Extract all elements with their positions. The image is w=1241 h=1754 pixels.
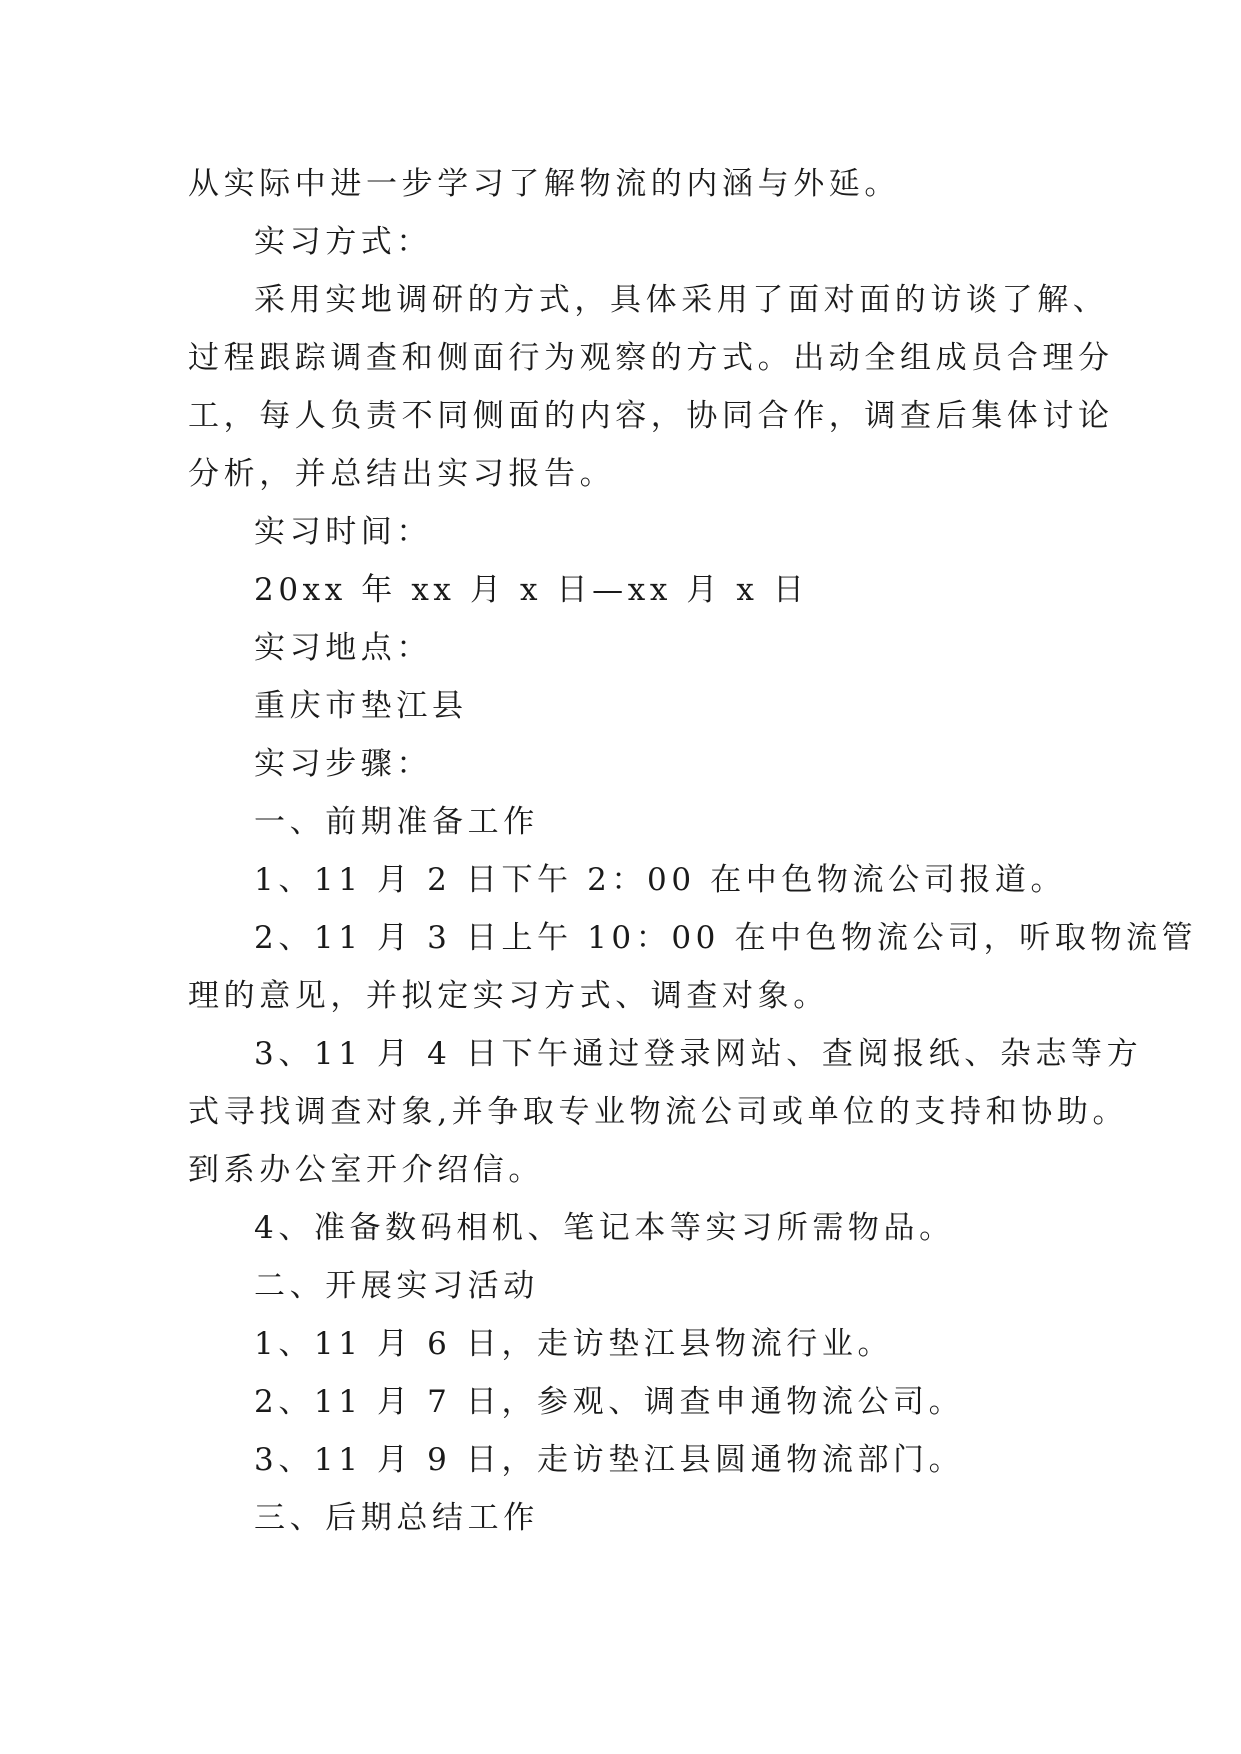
list-item: 2、11 月 7 日，参观、调查申通物流公司。	[254, 1384, 965, 1420]
list-item: 3、11 月 4 日下午通过登录网站、查阅报纸、杂志等方	[254, 1036, 1143, 1072]
internship-location: 重庆市垫江县	[254, 688, 468, 724]
step-heading-2: 二、开展实习活动	[254, 1268, 539, 1304]
paragraph-line: 式寻找调查对象,并争取专业物流公司或单位的支持和协助。	[188, 1094, 1129, 1130]
internship-dates: 20xx 年 xx 月 x 日—xx 月 x 日	[254, 572, 809, 608]
list-item: 3、11 月 9 日，走访垫江县圆通物流部门。	[254, 1442, 965, 1478]
step-heading-3: 三、后期总结工作	[254, 1500, 539, 1536]
paragraph-line: 过程跟踪调查和侧面行为观察的方式。出动全组成员合理分	[188, 340, 1114, 376]
section-label-steps: 实习步骤：	[254, 746, 432, 782]
paragraph-line: 从实际中进一步学习了解物流的内涵与外延。	[188, 166, 900, 202]
section-label-time: 实习时间：	[254, 514, 432, 550]
paragraph-line: 理的意见，并拟定实习方式、调查对象。	[188, 978, 829, 1014]
section-label-location: 实习地点：	[254, 630, 432, 666]
list-item: 1、11 月 6 日，走访垫江县物流行业。	[254, 1326, 894, 1362]
paragraph-line: 工，每人负责不同侧面的内容，协同合作，调查后集体讨论	[188, 398, 1114, 434]
section-label-method: 实习方式：	[254, 224, 432, 260]
list-item: 1、11 月 2 日下午 2：00 在中色物流公司报道。	[254, 862, 1067, 898]
paragraph-line: 到系办公室开介绍信。	[188, 1152, 544, 1188]
list-item: 2、11 月 3 日上午 10：00 在中色物流公司，听取物流管	[254, 920, 1198, 956]
document-body	[188, 155, 1198, 1547]
list-item: 4、准备数码相机、笔记本等实习所需物品。	[254, 1210, 955, 1246]
paragraph-line: 分析，并总结出实习报告。	[188, 456, 616, 492]
step-heading-1: 一、前期准备工作	[254, 804, 539, 840]
paragraph-line: 采用实地调研的方式，具体采用了面对面的访谈了解、	[254, 282, 1109, 318]
